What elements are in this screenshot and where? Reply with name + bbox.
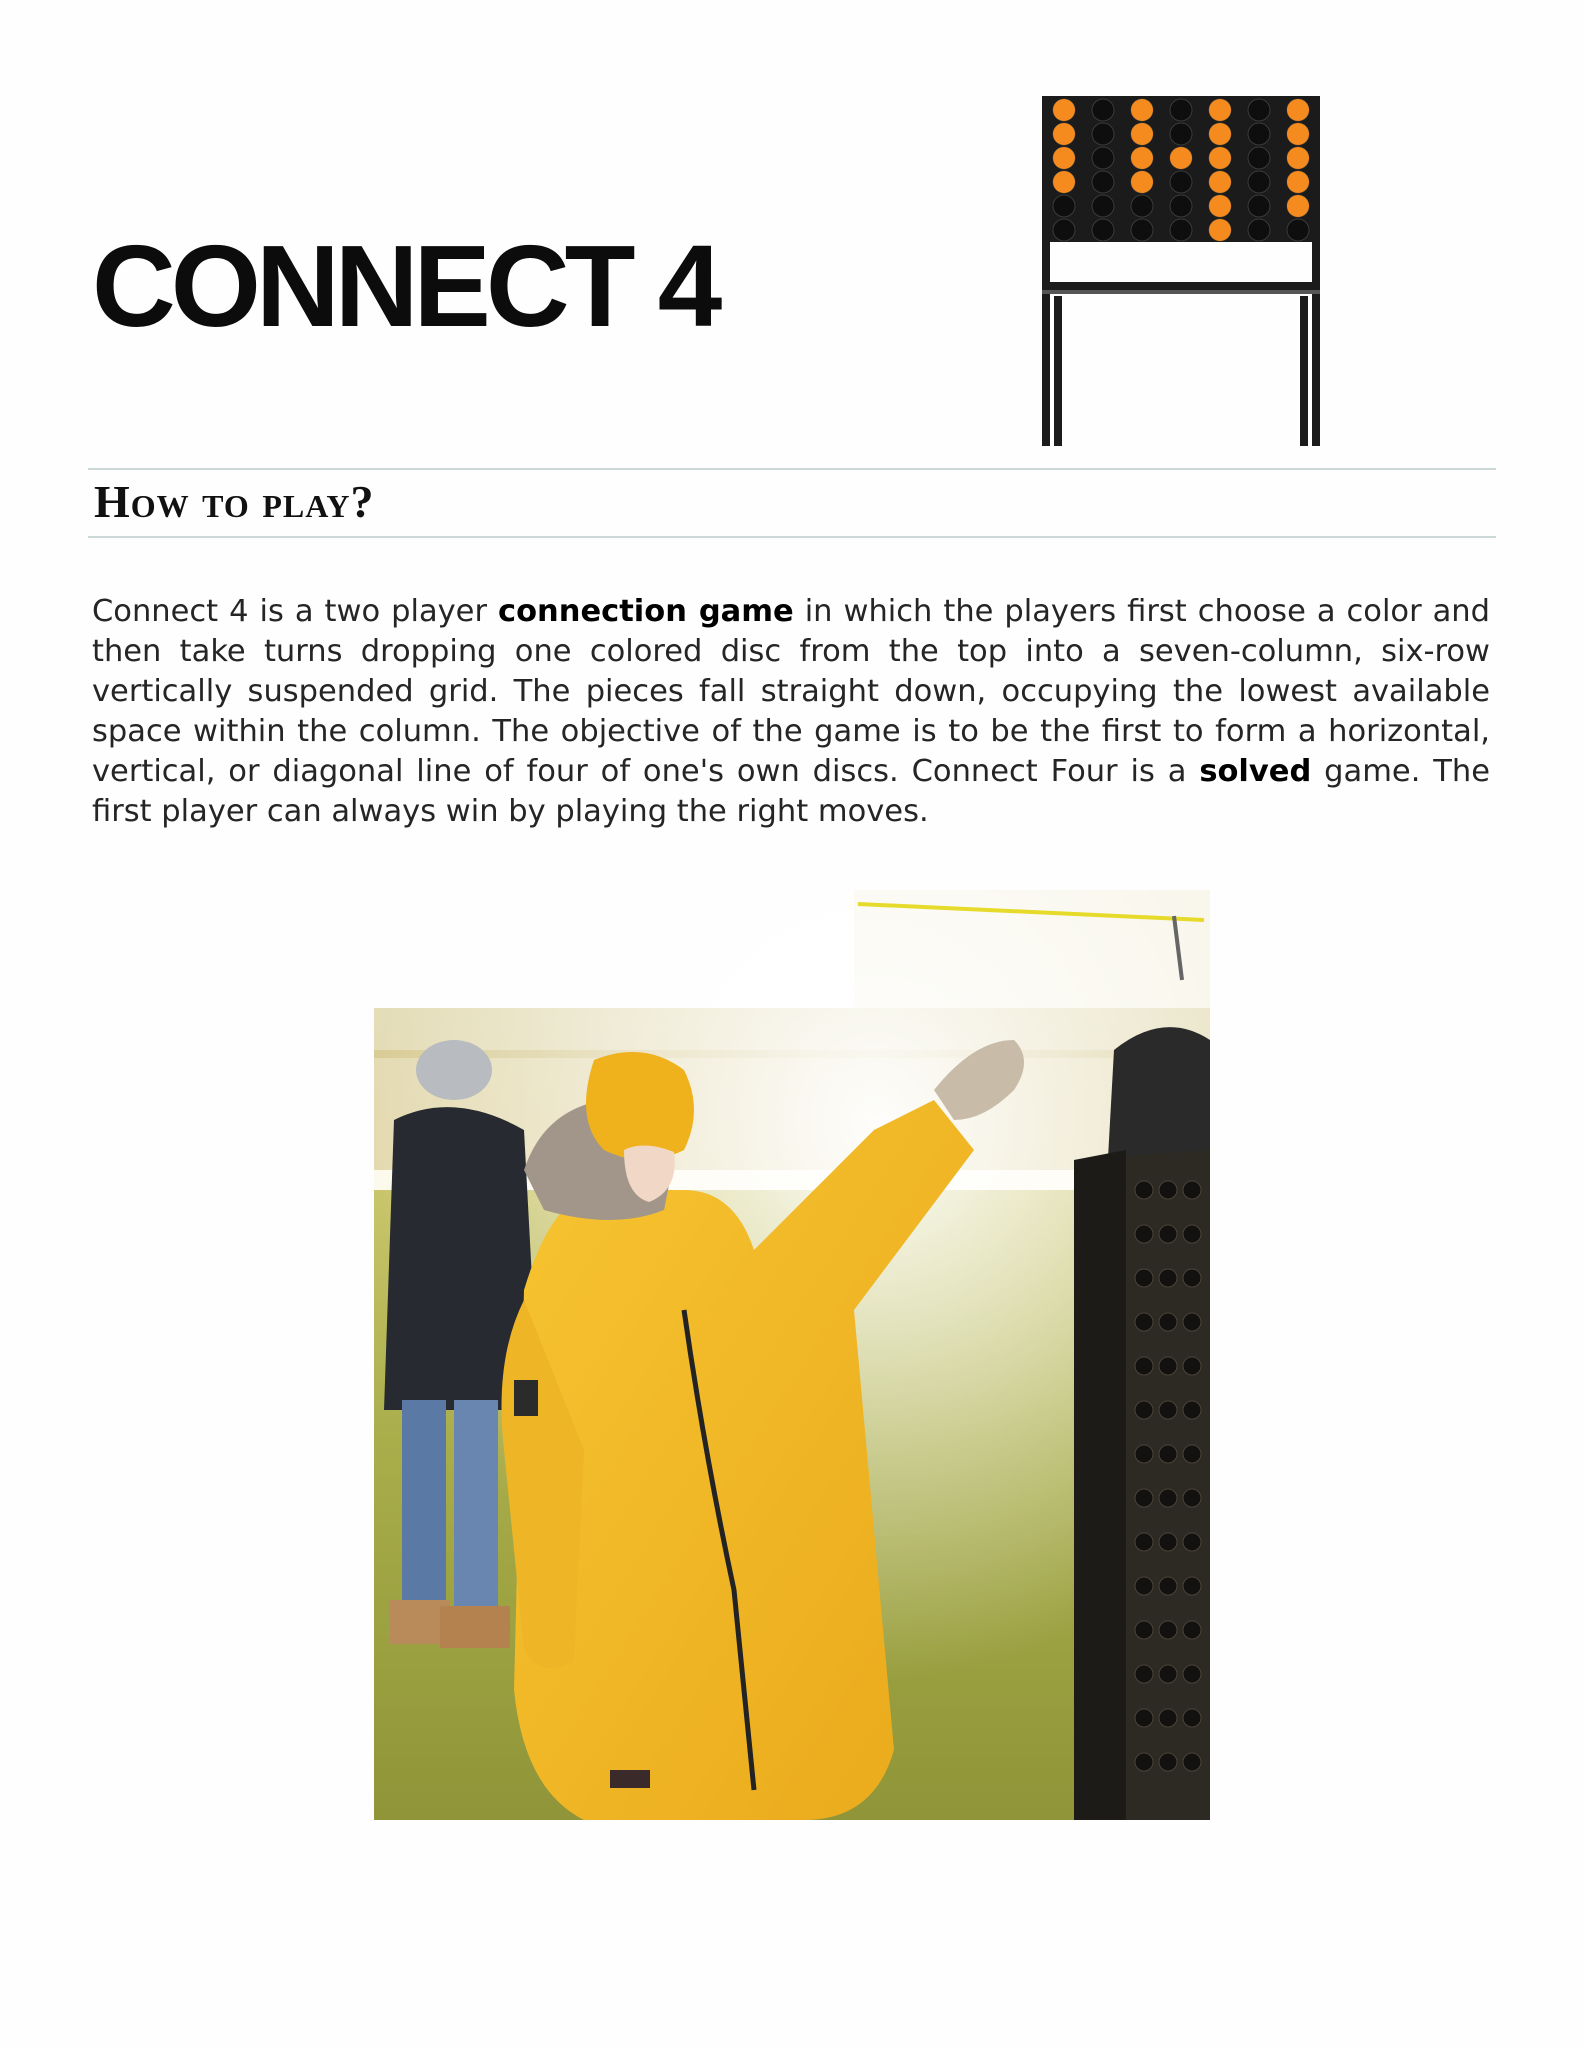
photo-board-hole <box>1135 1181 1153 1199</box>
board-slot <box>1092 195 1114 217</box>
page-title: CONNECT 4 <box>92 221 718 351</box>
photo-board-hole <box>1183 1753 1201 1771</box>
board-slot <box>1248 219 1270 241</box>
connection-game-link[interactable]: connection game <box>497 594 794 629</box>
board-slot <box>1092 99 1114 121</box>
board-slot <box>1170 171 1192 193</box>
photo-board-hole <box>1183 1709 1201 1727</box>
board-slot <box>1248 123 1270 145</box>
photo-board-hole <box>1159 1401 1177 1419</box>
board-slot <box>1248 147 1270 169</box>
orange-disc <box>1209 99 1231 121</box>
photo-board-hole <box>1183 1665 1201 1683</box>
photo-board-hole <box>1159 1577 1177 1595</box>
heading-bottom-rule <box>88 536 1496 538</box>
orange-disc <box>1209 195 1231 217</box>
photo-board-hole <box>1183 1445 1201 1463</box>
board-slot <box>1131 195 1153 217</box>
board-slot <box>1053 195 1075 217</box>
orange-disc <box>1287 147 1309 169</box>
orange-disc <box>1053 123 1075 145</box>
photo-board-hole <box>1135 1709 1153 1727</box>
orange-disc <box>1131 123 1153 145</box>
photo-board-hole <box>1159 1181 1177 1199</box>
orange-disc <box>1209 147 1231 169</box>
photo-board-hole <box>1135 1357 1153 1375</box>
board-slot <box>1170 123 1192 145</box>
photo-board-hole <box>1183 1621 1201 1639</box>
photo-board-hole <box>1135 1489 1153 1507</box>
photo-board-hole <box>1135 1313 1153 1331</box>
orange-disc <box>1053 171 1075 193</box>
photo-board-hole <box>1183 1401 1201 1419</box>
paragraph-text-2: in which the players first choose a color and then take turns dropping one colored disc from the top into a seven-column, six-row vertically suspended grid. The pieces fall straight down, occupying the lowest available space within the column. The objective of the game is to be the first to form a horizontal, vertical, or diagonal line of four of one's own discs. Connect Four is a <box>92 594 1490 789</box>
board-slot <box>1053 219 1075 241</box>
orange-disc <box>1053 147 1075 169</box>
solved-link[interactable]: solved <box>1199 754 1312 789</box>
photo-board-hole <box>1159 1709 1177 1727</box>
board-slot <box>1092 171 1114 193</box>
board-slot <box>1092 123 1114 145</box>
photo-board-hole <box>1183 1225 1201 1243</box>
orange-disc <box>1209 171 1231 193</box>
photo-board-hole <box>1159 1269 1177 1287</box>
orange-disc <box>1209 123 1231 145</box>
photo-board-hole <box>1159 1357 1177 1375</box>
photo-board-hole <box>1135 1225 1153 1243</box>
photo-board-hole <box>1135 1665 1153 1683</box>
photo-board-hole <box>1183 1577 1201 1595</box>
photo-board-hole <box>1183 1181 1201 1199</box>
board-slot <box>1092 219 1114 241</box>
board-slot <box>1170 195 1192 217</box>
board-slot <box>1248 195 1270 217</box>
board-slot <box>1248 171 1270 193</box>
paragraph-text-3: game. The first player can always win by playing the right moves. <box>92 754 1490 829</box>
photo-board-hole <box>1135 1445 1153 1463</box>
orange-disc <box>1287 195 1309 217</box>
player-photo <box>374 890 1210 1820</box>
intro-paragraph <box>92 592 1490 832</box>
heading-top-rule <box>88 468 1496 470</box>
photo-board-hole <box>1159 1489 1177 1507</box>
photo-board-hole <box>1135 1753 1153 1771</box>
photo-board-hole <box>1183 1313 1201 1331</box>
board-slot <box>1092 147 1114 169</box>
board-slot <box>1248 99 1270 121</box>
orange-disc <box>1170 147 1192 169</box>
photo-board-hole <box>1135 1533 1153 1551</box>
orange-disc <box>1053 99 1075 121</box>
orange-disc <box>1287 123 1309 145</box>
board-slot <box>1287 219 1309 241</box>
orange-disc <box>1131 147 1153 169</box>
photo-board-hole <box>1159 1665 1177 1683</box>
photo-board-hole <box>1159 1313 1177 1331</box>
photo-board-hole <box>1183 1269 1201 1287</box>
player-photo-illustration <box>374 890 1210 1820</box>
photo-board-hole <box>1183 1533 1201 1551</box>
photo-board-hole <box>1135 1621 1153 1639</box>
orange-disc <box>1131 171 1153 193</box>
orange-disc <box>1287 99 1309 121</box>
orange-disc <box>1287 171 1309 193</box>
photo-board-hole <box>1159 1225 1177 1243</box>
paragraph-text-1: Connect 4 is a two player <box>92 594 498 629</box>
photo-board-hole <box>1159 1533 1177 1551</box>
photo-board-hole <box>1159 1753 1177 1771</box>
photo-board-hole <box>1135 1401 1153 1419</box>
photo-board-hole <box>1135 1269 1153 1287</box>
photo-board-hole <box>1183 1357 1201 1375</box>
connect-four-board-svg <box>1036 96 1326 452</box>
photo-board-hole <box>1159 1445 1177 1463</box>
board-slot <box>1131 219 1153 241</box>
connect-four-board-illustration <box>1036 96 1326 452</box>
board-slot <box>1170 99 1192 121</box>
orange-disc <box>1209 219 1231 241</box>
section-heading: How to play? <box>94 476 375 527</box>
board-slot <box>1170 219 1192 241</box>
photo-board-hole <box>1183 1489 1201 1507</box>
photo-board-hole <box>1159 1621 1177 1639</box>
orange-disc <box>1131 99 1153 121</box>
photo-board-hole <box>1135 1577 1153 1595</box>
